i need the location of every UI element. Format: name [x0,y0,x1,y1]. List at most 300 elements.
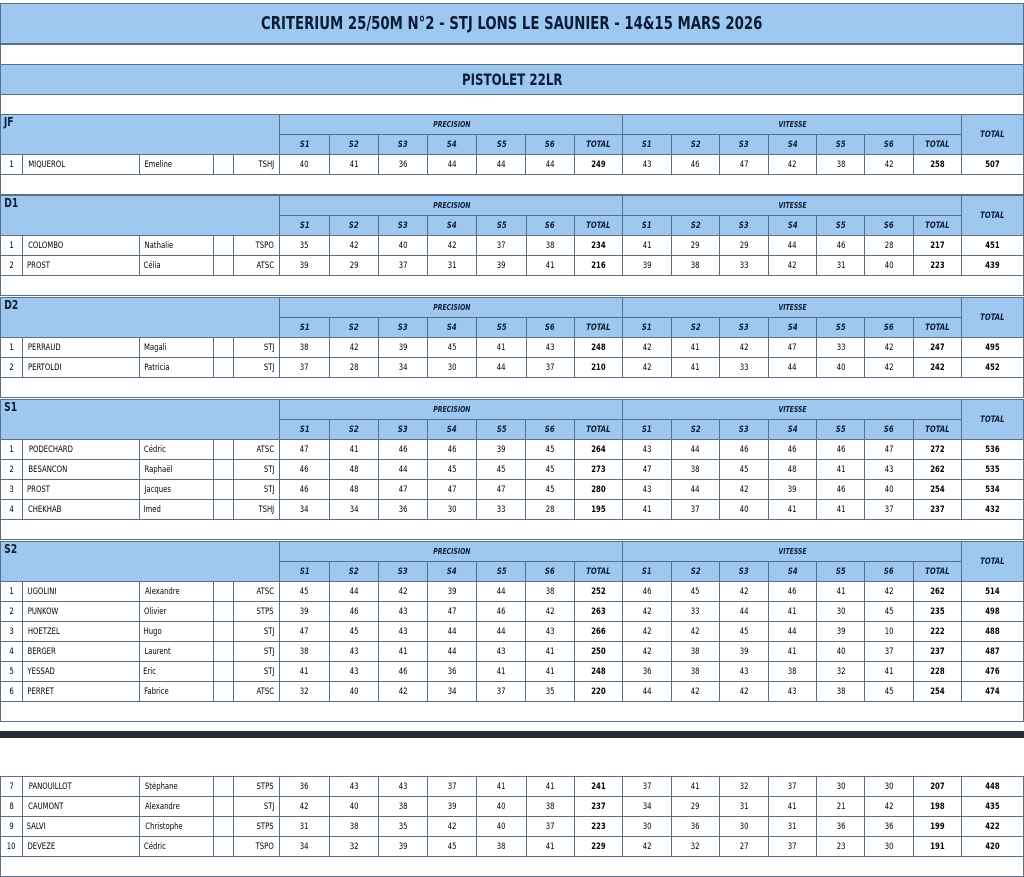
result-row [1,440,1024,460]
category-table-s1 [0,399,1024,540]
vitesse-score-cell-text: 39 [787,484,797,495]
precision-score-cell-text: 47 [447,484,457,495]
spacer-row [1,276,1024,296]
vitesse-score-cell-text: 47 [787,342,797,353]
vitesse-score-cell-text: 42 [642,841,652,852]
precision-header [280,400,623,420]
vitesse-score-cell-text: 43 [642,159,652,170]
grand-total-cell [962,338,1024,358]
precision-score-cell [526,602,574,622]
club-cell-text: STPS [256,606,274,617]
vitesse-score-cell-text: 38 [691,666,700,677]
series-total-header-text: TOTAL [925,220,950,231]
vitesse-score-cell [865,582,913,602]
precision-score-cell-text: 42 [398,686,408,697]
precision-score-cell-text: 40 [349,801,359,812]
precision-score-cell [280,480,329,500]
rank-cell-text: 3 [9,484,14,495]
vitesse-score-cell-text: 10 [884,626,894,637]
result-row [1,338,1024,358]
series-header [526,135,574,155]
first-name-cell-text: Nathalie [144,240,174,251]
empty-cell [213,236,233,256]
first-name-cell-text: Cédric [144,444,167,455]
last-name-cell-text: PROST [27,260,51,271]
last-name-cell-text: HOETZEL [28,626,61,637]
precision-score-cell-text: 39 [398,342,408,353]
first-name-cell [140,622,214,642]
vitesse-score-cell [623,358,671,378]
vitesse-score-cell [720,642,768,662]
precision-score-cell-text: 48 [349,484,359,495]
grand-total-cell [962,837,1024,857]
category-label [1,115,280,155]
vitesse-score-cell [720,338,768,358]
vitesse-score-cell [817,155,865,175]
last-name-cell [23,338,140,358]
club-cell-text: ATSC [256,586,274,597]
precision-score-cell [427,440,476,460]
vitesse-score-cell [865,338,913,358]
precision-score-cell-text: 47 [447,606,457,617]
vitesse-score-cell-text: 30 [836,781,846,792]
last-name-cell-text: PERRET [27,686,55,697]
series-total-header [913,135,961,155]
precision-total-cell [574,682,622,702]
vitesse-score-cell [817,662,865,682]
precision-score-cell-text: 40 [398,240,408,251]
rank-cell [1,155,23,175]
series-header [817,135,865,155]
series-header-text: S6 [545,322,556,333]
empty-cell [213,480,233,500]
vitesse-score-cell-text: 45 [739,464,749,475]
vitesse-score-cell-text: 44 [787,626,797,637]
first-name-cell-text: Fabrice [144,686,169,697]
vitesse-score-cell [720,797,768,817]
precision-score-cell-text: 47 [300,444,309,455]
precision-score-cell [379,155,427,175]
precision-score-cell-text: 40 [496,821,506,832]
vitesse-score-cell-text: 41 [787,801,797,812]
vitesse-total-cell-text: 237 [930,504,945,515]
last-name-cell-text: PERRAUD [28,342,61,353]
empty-cell [213,602,233,622]
first-name-cell-text: Raphaël [144,464,173,475]
vitesse-score-cell [865,622,913,642]
series-header-text: S4 [787,322,798,333]
series-header-text: S3 [739,139,749,150]
vitesse-score-cell [671,662,719,682]
precision-score-cell [477,837,526,857]
result-row [1,817,1024,837]
first-name-cell [140,582,214,602]
precision-score-cell-text: 48 [349,464,359,475]
vitesse-score-cell-text: 42 [884,342,894,353]
vitesse-score-cell [671,817,719,837]
series-header [671,562,719,582]
empty-cell [213,358,233,378]
club-cell [234,797,280,817]
precision-score-cell-text: 32 [349,841,359,852]
last-name-cell [23,256,140,276]
category-label-text: S1 [4,400,18,414]
series-header-text: S6 [884,322,894,333]
precision-score-cell [427,155,476,175]
precision-score-cell-text: 39 [496,260,506,271]
club-cell-text: STJ [263,646,275,657]
vitesse-score-cell [671,837,719,857]
series-header-text: S6 [545,566,556,577]
vitesse-score-cell-text: 42 [787,260,797,271]
last-name-cell [23,440,140,460]
precision-score-cell [477,500,526,520]
first-name-cell [140,460,214,480]
precision-score-cell-text: 35 [300,240,309,251]
first-name-cell-text: Cédric [144,841,167,852]
result-row [1,155,1024,175]
series-header-text: S4 [787,139,798,150]
empty-cell [213,440,233,460]
series-header [720,420,768,440]
first-name-cell [140,236,214,256]
precision-score-cell [427,682,476,702]
precision-score-cell [280,662,329,682]
last-name-cell [23,662,140,682]
precision-score-cell [477,642,526,662]
club-cell [233,338,279,358]
category-label-text: JF [3,115,14,129]
precision-score-cell [379,602,427,622]
grand-total-cell [962,155,1024,175]
category-table-jf [0,114,1024,195]
first-name-cell-text: Patricia [144,362,170,373]
first-name-cell [140,797,214,817]
club-cell-text: ATSC [256,686,274,697]
vitesse-score-cell-text: 37 [787,841,797,852]
vitesse-score-cell-text: 36 [691,821,700,832]
vitesse-score-cell [720,837,768,857]
vitesse-total-cell-text: 191 [930,841,945,852]
vitesse-score-cell [623,777,671,797]
precision-score-cell [379,797,427,817]
vitesse-header [623,115,962,135]
precision-total-cell [574,602,622,622]
precision-score-cell-text: 37 [496,686,506,697]
precision-score-cell-text: 46 [447,444,457,455]
vitesse-total-cell-text: 198 [930,801,945,812]
grand-total-cell-text: 487 [985,646,1000,657]
rank-cell [1,480,23,500]
club-cell [233,480,279,500]
vitesse-score-cell-text: 30 [884,781,894,792]
precision-score-cell [379,622,427,642]
precision-total-cell [574,777,622,797]
precision-score-cell-text: 43 [398,606,408,617]
series-header-text: S1 [642,322,652,333]
vitesse-score-cell [671,460,719,480]
last-name-cell [23,797,140,817]
last-name-cell-text: PERTOLDI [28,362,62,373]
last-name-cell [23,817,140,837]
vitesse-total-cell-text: 258 [930,159,945,170]
grand-total-cell [962,480,1024,500]
precision-score-cell-text: 41 [349,444,359,455]
series-header-text: S1 [299,322,310,333]
vitesse-score-cell-text: 47 [884,444,894,455]
precision-score-cell [379,777,427,797]
precision-score-cell-text: 46 [398,444,408,455]
precision-score-cell [329,460,378,480]
vitesse-score-cell-text: 42 [739,686,749,697]
last-name-cell [23,582,140,602]
last-name-cell-text: YESSAD [27,666,56,677]
precision-score-cell-text: 37 [545,362,555,373]
vitesse-total-cell [913,338,961,358]
header-row-groups [1,542,1024,562]
discipline-title [0,64,1024,95]
vitesse-score-cell [720,155,768,175]
vitesse-score-cell [623,797,671,817]
vitesse-score-cell [623,682,671,702]
precision-score-cell [329,256,378,276]
precision-total-cell-text: 273 [591,464,606,475]
precision-score-cell [329,440,378,460]
precision-score-cell-text: 36 [398,504,408,515]
grand-total-cell-text: 452 [985,362,1000,373]
precision-score-cell [280,797,329,817]
series-header [623,420,671,440]
series-header-text: S2 [349,566,359,577]
precision-score-cell-text: 41 [300,666,309,677]
series-header-text: S2 [349,220,359,231]
rank-cell [1,236,23,256]
first-name-cell [140,682,214,702]
vitesse-score-cell [768,236,816,256]
club-cell [233,602,279,622]
vitesse-score-cell [865,358,913,378]
rank-cell-text: 1 [9,159,14,170]
last-name-cell-text: PODECHARD [29,444,74,455]
precision-score-cell-text: 29 [349,260,359,271]
vitesse-score-cell-text: 42 [884,801,894,812]
vitesse-score-cell [865,440,913,460]
grand-total-header [962,115,1024,155]
last-name-cell-text: PUNKOW [27,606,59,617]
vitesse-score-cell [671,358,719,378]
precision-score-cell [526,837,574,857]
series-header [477,135,526,155]
vitesse-total-cell [913,642,961,662]
precision-score-cell [526,155,574,175]
series-header [329,135,378,155]
empty-cell [213,500,233,520]
category-table-d2 [0,297,1024,398]
header-row-groups [1,298,1024,318]
precision-total-cell-text: 210 [591,362,606,373]
vitesse-score-cell [865,817,913,837]
vitesse-score-cell-text: 39 [642,260,652,271]
last-name-cell [23,777,140,797]
vitesse-score-cell-text: 33 [836,342,846,353]
first-name-cell [140,358,214,378]
rank-cell [1,662,23,682]
precision-score-cell-text: 41 [545,646,555,657]
rank-cell [1,500,23,520]
series-header-text: S6 [884,220,894,231]
precision-score-cell-text: 41 [496,342,506,353]
vitesse-header [623,400,962,420]
precision-score-cell [280,500,329,520]
precision-score-cell-text: 43 [398,781,408,792]
result-row [1,358,1024,378]
series-header-text: S4 [787,220,798,231]
vitesse-score-cell [865,155,913,175]
last-name-cell-text: BERGER [27,646,57,657]
series-header-text: S4 [446,424,457,435]
vitesse-score-cell [865,256,913,276]
series-header [671,318,719,338]
vitesse-score-cell-text: 37 [884,504,894,515]
precision-score-cell [427,642,476,662]
vitesse-score-cell [671,338,719,358]
precision-score-cell [526,460,574,480]
precision-score-cell [526,622,574,642]
vitesse-score-cell [720,236,768,256]
grand-total-cell-text: 420 [985,841,1000,852]
precision-score-cell-text: 42 [349,342,359,353]
rank-cell [1,797,23,817]
precision-score-cell-text: 34 [349,504,359,515]
series-header-text: S5 [496,139,507,150]
series-header-text: S5 [835,220,846,231]
precision-score-cell-text: 41 [496,781,506,792]
series-header-text: S5 [835,424,846,435]
series-total-header [574,420,622,440]
series-header [379,562,427,582]
grand-total-cell [962,236,1024,256]
vitesse-score-cell [671,236,719,256]
spacer-row [1,520,1024,540]
vitesse-score-cell [768,797,816,817]
vitesse-score-cell [768,256,816,276]
rank-cell-text: 1 [9,342,14,353]
precision-score-cell-text: 42 [349,240,359,251]
series-header [280,318,329,338]
rank-cell-text: 1 [9,586,14,597]
precision-score-cell-text: 43 [496,646,506,657]
series-total-header [574,216,622,236]
precision-total-cell [574,236,622,256]
vitesse-score-cell [865,236,913,256]
precision-score-cell [379,662,427,682]
series-header [379,420,427,440]
vitesse-score-cell [671,642,719,662]
rank-cell-text: 4 [9,646,14,657]
precision-score-cell-text: 34 [300,841,310,852]
vitesse-score-cell [623,622,671,642]
grand-total-cell-text: 432 [985,504,1000,515]
series-header [526,562,574,582]
series-header [280,216,329,236]
first-name-cell-text: Eric [143,666,157,677]
first-name-cell-text: Laurent [144,646,171,657]
precision-score-cell [329,480,378,500]
series-header [623,216,671,236]
series-total-header [574,135,622,155]
series-header-text: S1 [642,139,652,150]
series-header-text: S4 [787,424,798,435]
vitesse-total-cell-text: 223 [930,260,945,271]
precision-total-cell-text: 280 [591,484,606,495]
series-total-header-text: TOTAL [586,566,611,577]
series-total-header-text: TOTAL [586,424,611,435]
precision-score-cell [329,797,378,817]
vitesse-score-cell-text: 44 [642,686,652,697]
precision-header-text: PRECISION [432,120,470,129]
last-name-cell-text: UGOLINI [27,586,57,597]
club-cell [234,777,280,797]
vitesse-score-cell-text: 41 [787,606,797,617]
vitesse-score-cell [671,682,719,702]
vitesse-score-cell-text: 46 [836,444,846,455]
vitesse-score-cell-text: 41 [884,666,894,677]
precision-score-cell [526,338,574,358]
grand-total-cell [962,602,1024,622]
precision-score-cell [379,817,427,837]
vitesse-total-cell [913,155,961,175]
precision-score-cell [427,236,476,256]
series-header [768,318,816,338]
vitesse-score-cell-text: 45 [739,626,749,637]
rank-cell-text: 2 [9,606,14,617]
result-row [1,236,1024,256]
first-name-cell [140,777,214,797]
vitesse-score-cell [720,440,768,460]
precision-score-cell [526,480,574,500]
vitesse-score-cell [720,777,768,797]
vitesse-total-cell [913,837,961,857]
empty-cell [213,582,233,602]
precision-score-cell [329,582,378,602]
vitesse-total-cell [913,236,961,256]
precision-total-cell-text: 229 [591,841,606,852]
vitesse-total-cell-text: 272 [930,444,945,455]
first-name-cell [140,602,214,622]
precision-score-cell [280,777,329,797]
vitesse-score-cell [817,480,865,500]
series-total-header-text: TOTAL [586,220,611,231]
precision-score-cell-text: 38 [398,801,408,812]
precision-score-cell [427,622,476,642]
club-cell [233,358,279,378]
series-header-text: S4 [446,566,457,577]
empty-cell [213,682,233,702]
precision-score-cell [280,256,329,276]
precision-score-cell [427,797,476,817]
rank-cell-text: 2 [9,362,14,373]
series-header [817,318,865,338]
precision-score-cell-text: 44 [496,626,506,637]
vitesse-score-cell-text: 41 [787,646,797,657]
series-total-header [913,562,961,582]
empty-cell [213,837,233,857]
vitesse-score-cell [817,797,865,817]
vitesse-total-cell-text: 262 [930,586,945,597]
vitesse-total-cell [913,480,961,500]
precision-score-cell-text: 44 [545,159,555,170]
vitesse-score-cell [768,460,816,480]
